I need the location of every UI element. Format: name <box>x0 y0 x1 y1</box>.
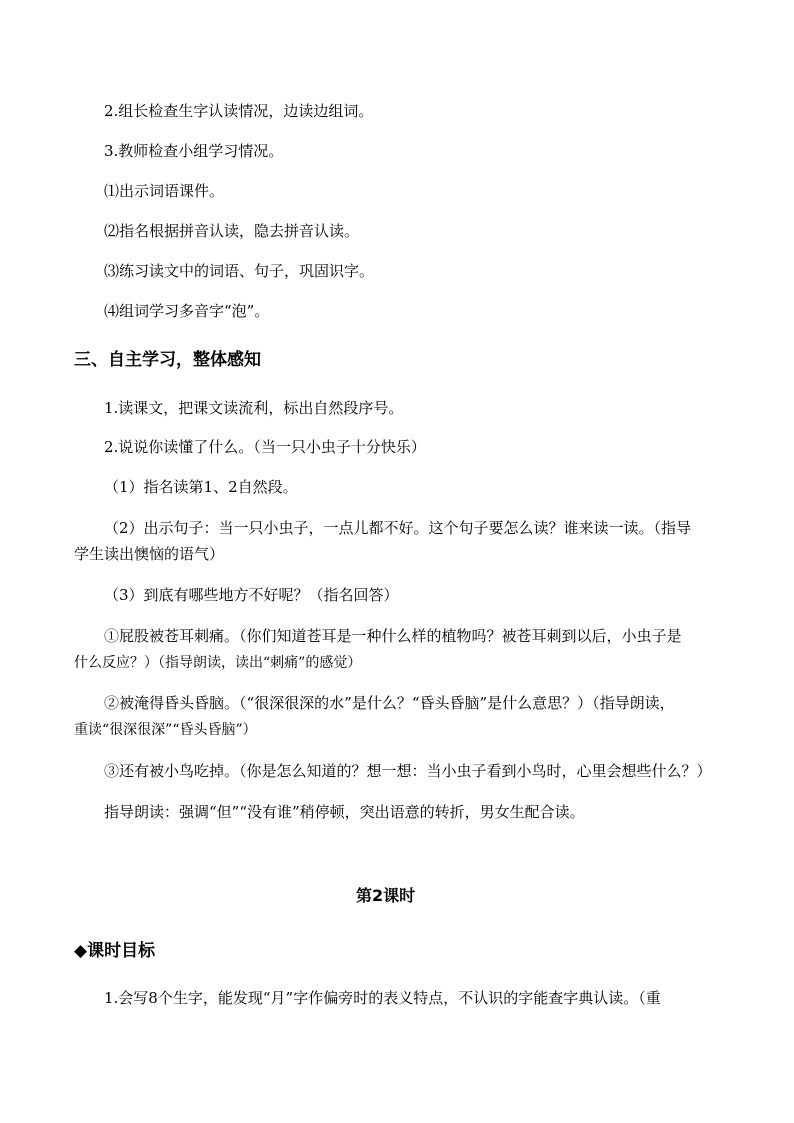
point2-line2: 重读“很深很深”“昏头昏脑”） <box>74 722 257 738</box>
sub3: ⑶练习读文中的词语、句子，巩固识字。 <box>104 262 375 280</box>
point1-line2: 什么反应？）（指导朗读，读出“刺痛”的感觉） <box>74 655 362 671</box>
point3: ③还有被小鸟吃掉。（你是怎么知道的？想一想：当小虫子看到小鸟时，心里会想些什么？） <box>104 762 712 780</box>
section3-heading: 三、自主学习，整体感知 <box>74 350 261 370</box>
sub1: ⑴出示词语课件。 <box>104 182 225 200</box>
s3-sub1: （1）指名读第1、2自然段。 <box>104 478 298 496</box>
objectives-heading: ◆课时目标 <box>74 941 156 961</box>
item2: 2.组长检查生字认读情况，边读边组词。 <box>104 102 374 120</box>
s3-sub2-line1: （2）出示句子：当一只小虫子，一点儿都不好。这个句子要怎么读？谁来读一读。（指导 <box>104 519 692 537</box>
guide-text: 指导朗读：强调“但”“没有谁”稍停顿，突出语意的转折，男女生配合读。 <box>104 803 585 821</box>
s3-sub2-line2: 学生读出懊恼的语气） <box>74 545 225 563</box>
sub4: ⑷组词学习多音字“泡”。 <box>104 302 270 320</box>
s3-sub3: （3）到底有哪些地方不好呢？（指名回答） <box>104 586 399 604</box>
s3-item1: 1.读课文，把课文读流利，标出自然段序号。 <box>104 399 404 417</box>
point2-line1: ②被淹得昏头昏脑。（“很深很深的水”是什么？“昏头昏脑”是什么意思？）（指导朗读， <box>104 694 675 712</box>
point1-line1: ①屁股被苍耳刺痛。（你们知道苍耳是一种什么样的植物吗？被苍耳刺到以后，小虫子是 <box>104 627 682 645</box>
lesson2-title: 第2课时 <box>356 886 416 905</box>
objective1: 1.会写8个生字，能发现“月”字作偏旁时的表义特点，不认识的字能查字典认读。（重 <box>104 989 661 1007</box>
s3-item2: 2.说说你读懂了什么。（当一只小虫子十分快乐） <box>104 438 426 456</box>
sub2: ⑵指名根据拼音认读，隐去拼音认读。 <box>104 222 360 240</box>
item3: 3.教师检查小组学习情况。 <box>104 142 284 160</box>
